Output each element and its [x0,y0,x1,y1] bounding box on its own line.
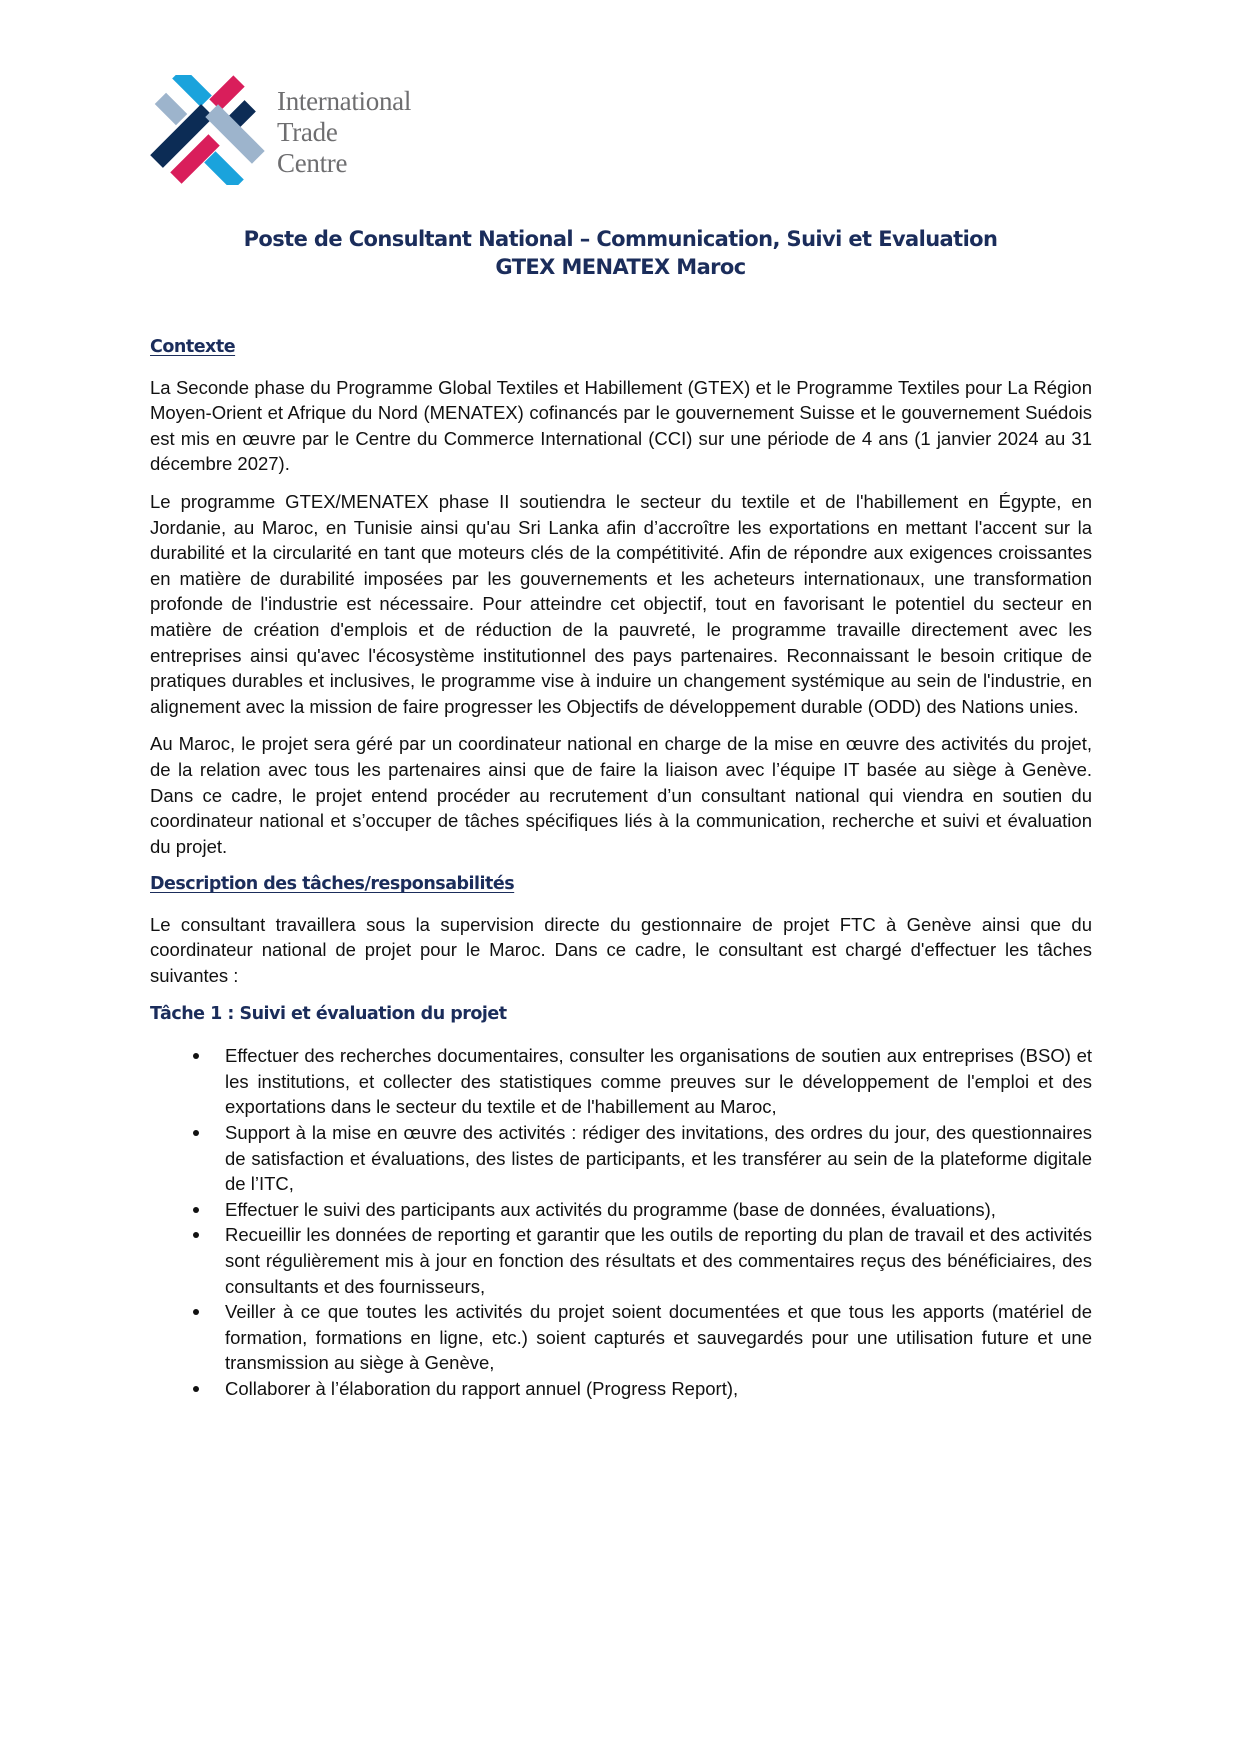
list-item: Effectuer des recherches documentaires, consulter les organisations de soutien aux entreprises (BSO) et les institutions, et collecter des statistiques comme preuves sur le développement de l'emploi et des exportations dans le secteur du textile et de l'habillement au Maroc, [150,1043,1092,1120]
paragraph-contexte-2: Le programme GTEX/MENATEX phase II soutiendra le secteur du textile et de l'habillement en Égypte, en Jordanie, au Maroc, en Tunisie ainsi qu'au Sri Lanka afin d’accroître les exportations en mettant l'accent sur la durabilité et la circularité en tant que moteurs clés de la compétitivité. Afin de répondre aux exigences croissantes en matière de durabilité imposées par les gouvernements et les acheteurs internationaux, une transformation profonde de l'industrie est nécessaire. Pour atteindre cet objectif, tout en favorisant le potentiel du secteur en matière de création d'emplois et de réduction de la pauvreté, le programme travaille directement avec les entreprises ainsi qu'avec l'écosystème institutionnel des pays partenaires. Reconnaissant le besoin critique de pratiques durables et inclusives, le programme vise à induire un changement systémique au sein de l'industrie, en alignement avec la mission de faire progresser les Objectifs de développement durable (ODD) des Nations unies. [150,490,1092,717]
logo-wordmark [277,86,411,179]
paragraph-description: Le consultant travaillera sous la supervision directe du gestionnaire de projet FTC à Genève ainsi que du coordinateur national de projet pour le Maroc. Dans ce cadre, le consultant est chargé d'effectuer les tâches suivantes : [150,913,1092,987]
bullet-icon [193,1386,199,1392]
title-line-2: GTEX MENATEX Maroc [495,255,746,279]
bullet-icon [193,1309,199,1315]
task-1-heading: Tâche 1 : Suivi et évaluation du projet [150,1003,507,1024]
document-body [150,335,1092,1402]
section-heading-description: Description des tâches/responsabilités [150,874,515,895]
list-item: Support à la mise en œuvre des activités : rédiger des invitations, des ordres du jour, des questionnaires de satisfaction et évaluations, des listes de participants, et les transférer au sein de la plateforme digitale de l’ITC, [150,1120,1092,1197]
bullet-icon [193,1207,199,1213]
itc-logo [150,75,450,185]
list-item: Effectuer le suivi des participants aux activités du programme (base de données, évaluations), [150,1197,1092,1223]
list-item: Veiller à ce que toutes les activités du projet soient documentées et que tous les apports (matériel de formation, formations en ligne, etc.) soient capturés et sauvegardés pour une utilisation future et une transmission au siège à Genève, [150,1299,1092,1376]
itc-logo-mark-icon [150,75,270,185]
title-line-1: Poste de Consultant National – Communication, Suivi et Evaluation [243,227,998,251]
paragraph-contexte-1: La Seconde phase du Programme Global Textiles et Habillement (GTEX) et le Programme Textiles pour La Région Moyen-Orient et Afrique du Nord (MENATEX) cofinancés par le gouvernement Suisse et le gouvernement Suédois est mis en œuvre par le Centre du Commerce International (CCI) sur une période de 4 ans (1 janvier 2024 au 31 décembre 2027). [150,376,1092,475]
document-title [0,225,1241,281]
logo-line-3: Centre [277,148,348,178]
bullet-icon [193,1053,199,1059]
logo-line-2: Trade [277,117,338,147]
logo-line-1: International [277,86,412,116]
list-item: Recueillir les données de reporting et garantir que les outils de reporting du plan de travail et des activités sont régulièrement mis à jour en fonction des résultats et des commentaires reçus des bénéficiaires, des consultants et des fournisseurs, [150,1222,1092,1299]
bullet-icon [193,1232,199,1238]
task-1-list [150,1043,1092,1401]
section-heading-contexte: Contexte [150,337,236,357]
bullet-icon [193,1130,199,1136]
list-item: Collaborer à l’élaboration du rapport annuel (Progress Report), [150,1376,1092,1402]
paragraph-contexte-3: Au Maroc, le projet sera géré par un coordinateur national en charge de la mise en œuvre des activités du projet, de la relation avec tous les partenaires ainsi que de faire la liaison avec l’équipe IT basée au siège à Genève. Dans ce cadre, le projet entend procéder au recrutement d’un consultant national qui viendra en soutien du coordinateur national et s’occuper de tâches spécifiques liés à la communication, recherche et suivi et évaluation du projet. [150,733,1092,857]
